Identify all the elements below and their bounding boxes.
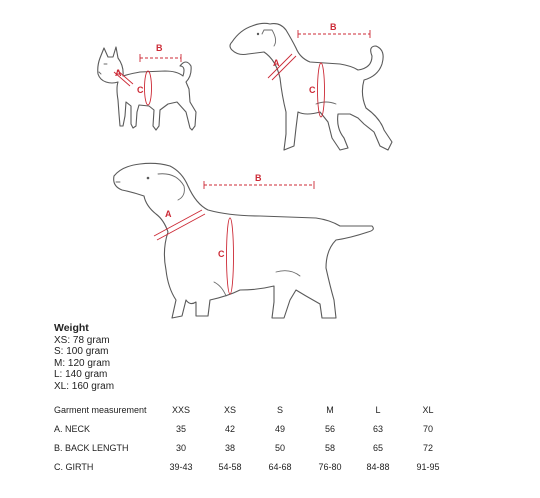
large-dog-girth-line — [227, 218, 234, 294]
table-cell: 84-88 — [366, 462, 390, 472]
table-header-label: Garment measurement — [54, 405, 147, 415]
size-header-m: M — [326, 405, 334, 415]
table-cell: 49 — [274, 424, 285, 434]
large-dog-neck-line — [154, 210, 202, 236]
size-header-xxs: XXS — [171, 405, 190, 415]
table-row-girth — [54, 462, 524, 481]
table-cell: 70 — [422, 424, 433, 434]
small-dog-girth-line — [318, 63, 325, 117]
size-header-s: S — [276, 405, 283, 415]
table-cell: 30 — [175, 443, 186, 453]
row-label: A. NECK — [54, 424, 91, 434]
table-cell: 35 — [175, 424, 186, 434]
cat-label-a: A — [115, 68, 122, 78]
table-cell: 38 — [224, 443, 235, 453]
table-row-back-length — [54, 443, 524, 462]
small-dog-label-a: A — [273, 58, 280, 68]
table-cell: 91-95 — [416, 462, 440, 472]
weight-row: XL: 160 gram — [54, 380, 115, 392]
size-table — [54, 405, 524, 481]
table-cell: 65 — [372, 443, 383, 453]
weight-row: S: 100 gram — [54, 346, 109, 358]
large-dog-illustration — [114, 163, 374, 318]
size-header-xl: XL — [422, 405, 434, 415]
table-cell: 50 — [274, 443, 285, 453]
size-header-xs: XS — [223, 405, 236, 415]
table-cell: 64-68 — [268, 462, 292, 472]
small-dog-label-b: B — [330, 22, 337, 32]
cat-label-c: C — [137, 85, 144, 95]
weight-title: Weight — [54, 322, 89, 334]
large-dog-measurements — [154, 173, 314, 294]
small-dog-neck-line — [268, 54, 292, 78]
table-cell: 56 — [324, 424, 335, 434]
table-cell: 54-58 — [218, 462, 242, 472]
weight-row: M: 120 gram — [54, 357, 111, 369]
size-header-l: L — [375, 405, 381, 415]
weight-row: XS: 78 gram — [54, 334, 110, 346]
table-cell: 72 — [422, 443, 433, 453]
cat-label-b: B — [156, 43, 163, 53]
weight-row: L: 140 gram — [54, 369, 108, 381]
cat-girth-line — [145, 71, 152, 105]
large-dog-label-b: B — [255, 173, 262, 183]
table-row-neck — [54, 424, 524, 443]
small-dog-label-c: C — [309, 85, 316, 95]
weight-list — [54, 323, 114, 393]
row-label: C. GIRTH — [54, 462, 94, 472]
table-cell: 39-43 — [169, 462, 193, 472]
table-cell: 58 — [324, 443, 335, 453]
size-table-header-row — [54, 405, 524, 424]
row-label: B. BACK LENGTH — [54, 443, 129, 453]
large-dog-label-a: A — [165, 209, 172, 219]
large-dog-label-c: C — [218, 249, 225, 259]
cat-measurements — [114, 43, 181, 105]
table-cell: 76-80 — [318, 462, 342, 472]
table-cell: 63 — [372, 424, 383, 434]
table-cell: 42 — [224, 424, 235, 434]
